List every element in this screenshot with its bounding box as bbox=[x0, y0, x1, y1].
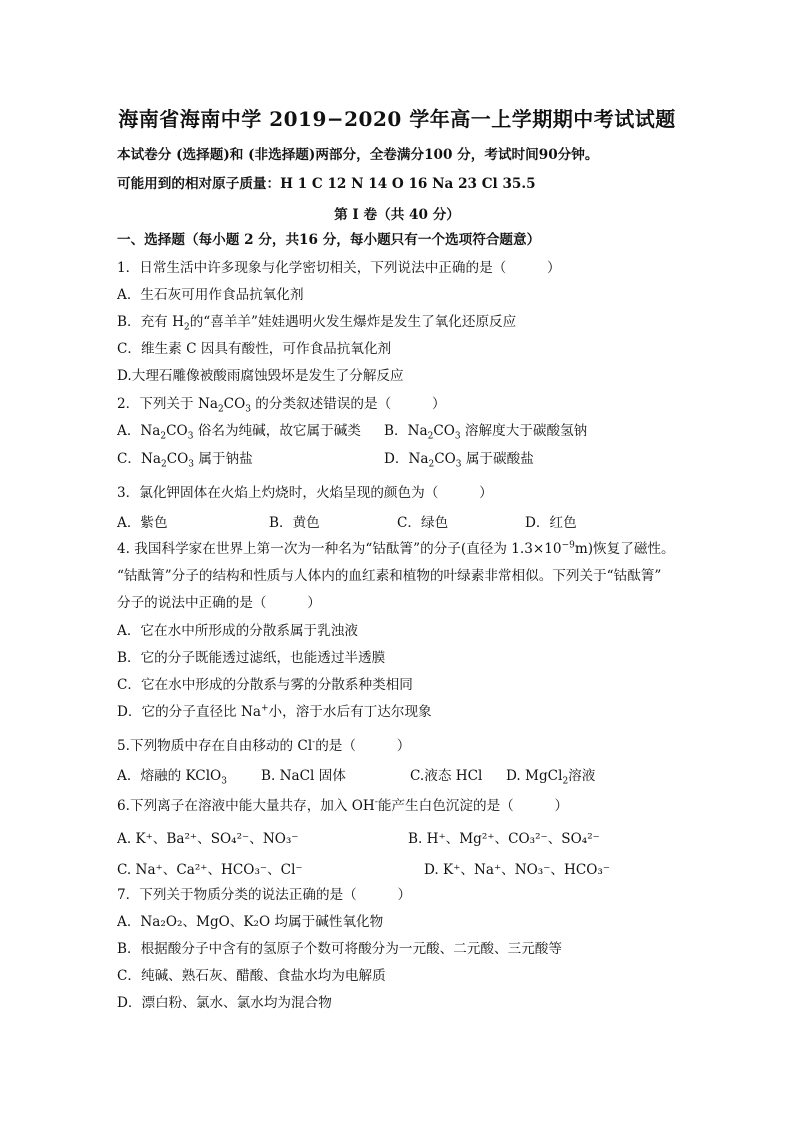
q7-option-b: B．根据酸分子中含有的氢原子个数可将酸分为一元酸、二元酸、三元酸等 bbox=[117, 941, 562, 957]
q2-option-c: C．$Na_2CO_3$ 属于钠盐 bbox=[117, 451, 253, 470]
q4-stem-line1: 4. 我国科学家在世界上第一次为一种名为“钴酞箐”的分子(直径为 $1.3\times 10^{-9}m$)恢复了磁性。 bbox=[117, 540, 675, 557]
q7-option-a: A．Na₂O₂、MgO、K₂O 均属于碱性氧化物 bbox=[117, 914, 384, 930]
q3-option-b: B．黄色 bbox=[269, 515, 320, 531]
q2-option-b: B．$Na_2CO_3$ 溶解度大于碳酸氢钠 bbox=[384, 423, 588, 442]
q5-option-a: A．熔融的 KClO$_3$ bbox=[117, 768, 227, 787]
part-one-header: 第 I 卷（共 40 分） bbox=[334, 207, 460, 223]
q5-option-c: C.液态 HCl bbox=[410, 768, 483, 784]
q3-option-a: A．紫色 bbox=[117, 515, 168, 531]
q3-stem: 3．氯化钾固体在火焰上灼烧时，火焰呈现的颜色为（ ） bbox=[117, 485, 493, 501]
q5-option-d: D. MgCl$_2$溶液 bbox=[506, 768, 596, 787]
q5-stem: 5.下列物质中存在自由移动的 Cl-的是（ ） bbox=[117, 737, 411, 754]
q7-option-d: D．漂白粉、氯水、氯水均为混合物 bbox=[117, 995, 332, 1011]
q4-option-c: C．它在水中形成的分散系与雾的分散系种类相同 bbox=[117, 677, 413, 693]
q4-stem-line2: “钴酞箐”分子的结构和性质与人体内的血红素和植物的叶绿素非常相似。下列关于“钴酞箐” bbox=[117, 568, 662, 584]
q7-option-c: C．纯碱、熟石灰、醋酸、食盐水均为电解质 bbox=[117, 968, 386, 984]
q2-option-a: A．$Na_2CO_3$ 俗名为纯碱，故它属于碱类 bbox=[117, 423, 361, 442]
q1-stem: 1．日常生活中许多现象与化学密切相关，下列说法中正确的是（ ） bbox=[117, 260, 561, 276]
q1-option-c: C．维生素 C 因具有酸性，可作食品抗氧化剂 bbox=[117, 341, 392, 357]
q1-option-a: A．生石灰可用作食品抗氧化剂 bbox=[117, 287, 304, 303]
q4-stem-line3: 分子的说法中正确的是（ ） bbox=[117, 595, 321, 611]
q7-stem: 7．下列关于物质分类的说法正确的是（ ） bbox=[117, 887, 412, 903]
q6-option-a: A. K⁺、Ba²⁺、SO₄²⁻、NO₃⁻ bbox=[117, 831, 299, 847]
q6-option-b: B. H⁺、Mg²⁺、CO₃²⁻、SO₄²⁻ bbox=[408, 831, 600, 847]
q3-option-d: D．红色 bbox=[525, 515, 577, 531]
q1-option-d: D.大理石雕像被酸雨腐蚀毁坏是发生了分解反应 bbox=[117, 368, 404, 384]
q4-option-d: D．它的分子直径比 Na+小，溶于水后有丁达尔现象 bbox=[117, 703, 432, 720]
q1-option-b: B．充有 $H_2$的“喜羊羊”娃娃遇明火发生爆炸是发生了氧化还原反应 bbox=[117, 314, 517, 333]
q6-stem: 6.下列离子在溶液中能大量共存，加入 OH-能产生白色沉淀的是（ ） bbox=[117, 797, 569, 814]
q4-option-b: B．它的分子既能透过滤纸，也能透过半透膜 bbox=[117, 650, 386, 666]
q6-option-c: C. Na⁺、Ca²⁺、HCO₃⁻、Cl⁻ bbox=[117, 862, 303, 878]
page-title: 海南省海南中学 2019−2020 学年高一上学期期中考试试题 bbox=[118, 107, 676, 131]
atomic-masses: 可能用到的相对原子质量：H 1 C 12 N 14 O 16 Na 23 Cl 35.5 bbox=[117, 176, 536, 192]
q4-option-a: A．它在水中所形成的分散系属于乳浊液 bbox=[117, 623, 358, 639]
exam-instructions: 本试卷分 (选择题)和 (非选择题)两部分，全卷满分100 分，考试时间90分钟。 bbox=[117, 147, 599, 163]
section-one-header: 一、选择题（每小题 2 分，共16 分，每小题只有一个选项符合题意） bbox=[117, 232, 541, 248]
q2-stem: 2．下列关于 $Na_2CO_3$ 的分类叙述错误的是（ ） bbox=[117, 396, 446, 415]
q2-option-d: D．$Na_2CO_3$ 属于碳酸盐 bbox=[384, 451, 534, 470]
q3-option-c: C．绿色 bbox=[397, 515, 449, 531]
q6-option-d: D. K⁺、Na⁺、NO₃⁻、HCO₃⁻ bbox=[424, 862, 611, 878]
q5-option-b: B. NaCl 固体 bbox=[261, 768, 346, 784]
